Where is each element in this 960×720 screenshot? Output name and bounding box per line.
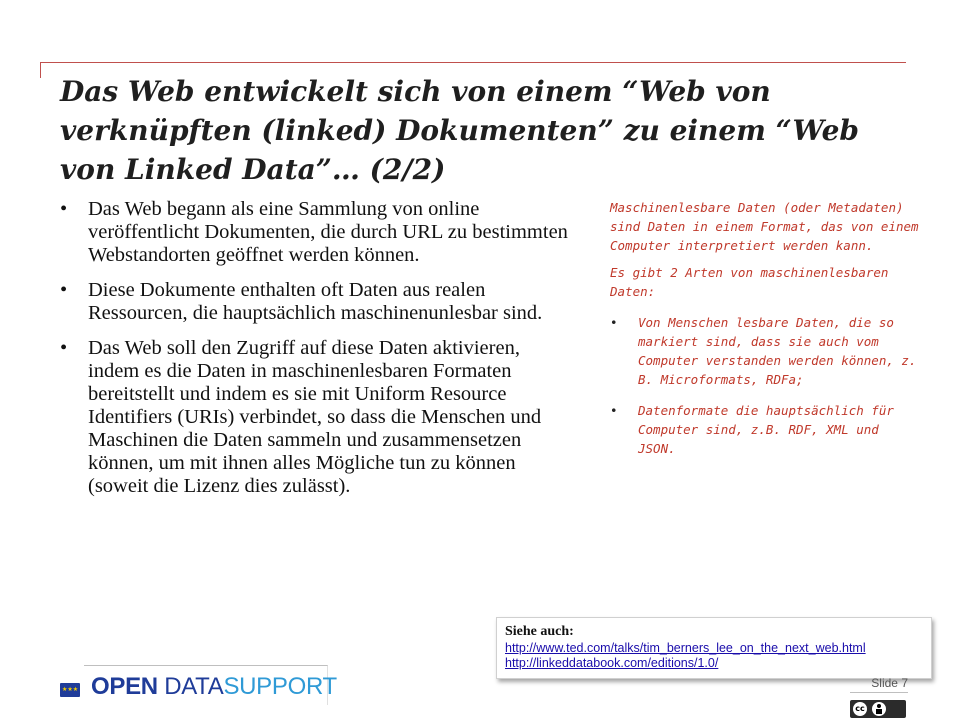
main-bullet-item xyxy=(60,337,570,498)
main-bullet-text: Diese Dokumente enthalten oft Daten aus realen Ressourcen, die hauptsächlich maschinenunlesbar sind. xyxy=(88,279,543,324)
bullet-icon: • xyxy=(610,315,618,330)
eu-stars: ★★★ xyxy=(62,687,79,693)
main-bullet-item xyxy=(60,279,570,325)
side-note-item xyxy=(610,313,920,389)
cc-license-icon xyxy=(850,700,906,718)
side-note-item xyxy=(610,401,920,458)
bullet-icon: • xyxy=(60,337,68,359)
logo-support: SUPPORT xyxy=(223,673,337,700)
side-note xyxy=(610,198,920,470)
see-also-label: Siehe auch: xyxy=(505,624,574,639)
eu-flag-icon xyxy=(60,683,80,697)
main-bullet-item xyxy=(60,198,570,267)
bullet-icon: • xyxy=(60,198,68,220)
side-note-paragraph: Es gibt 2 Arten von maschinenlesbaren Daten: xyxy=(610,265,889,299)
open-data-support-logo xyxy=(91,672,337,702)
logo-data: DATA xyxy=(164,673,224,700)
title-left-rule xyxy=(40,62,41,78)
title-top-rule xyxy=(40,62,906,63)
bullet-icon: • xyxy=(610,403,618,418)
slide-number: Slide 7 xyxy=(871,676,908,690)
bullet-icon: • xyxy=(60,279,68,301)
main-bullet-text: Das Web soll den Zugriff auf diese Daten aktivieren, indem es die Daten in maschinenlesbaren Formaten bereitstellt und indem es sie mit Uniform Resource Identifiers (URIs) verbindet, so dass die Menschen und Maschinen die Daten sammeln und zusammensetzen können, um mit ihnen alles Mögliche tun zu können (soweit die Lizenz dies zulässt). xyxy=(88,337,542,497)
side-note-paragraph: Maschinenlesbare Daten (oder Metadaten) sind Daten in einem Format, das von einem Computer interpretiert werden kann. xyxy=(610,200,919,253)
by-attribution-icon xyxy=(872,702,886,716)
slide-title: Das Web entwickelt sich von einem “Web von verknüpften (linked) Dokumenten” zu einem “Web von Linked Data”… (2/2) xyxy=(60,75,860,186)
main-bullet-list xyxy=(60,198,570,510)
linked-data-book-link[interactable]: http://linkeddatabook.com/editions/1.0/ xyxy=(505,656,719,670)
side-note-item-text: Von Menschen lesbare Daten, die so markiert sind, dass sie auch vom Computer verstanden werden können, z. B. Microformats, RDFa; xyxy=(638,315,917,387)
see-also-box xyxy=(496,617,932,679)
logo-open: OPEN xyxy=(91,673,165,700)
side-note-list xyxy=(610,313,920,458)
main-bullet-text: Das Web begann als eine Sammlung von online veröffentlicht Dokumenten, die durch URL zu bestimmten Webstandorten geöffnet werden können. xyxy=(88,198,568,266)
footer-rule xyxy=(850,692,908,693)
side-note-item-text: Datenformate die hauptsächlich für Computer sind, z.B. RDF, XML und JSON. xyxy=(638,403,894,456)
ted-talk-link[interactable]: http://www.ted.com/talks/tim_berners_lee_on_the_next_web.html xyxy=(505,641,866,655)
cc-icon: cc xyxy=(853,702,867,716)
